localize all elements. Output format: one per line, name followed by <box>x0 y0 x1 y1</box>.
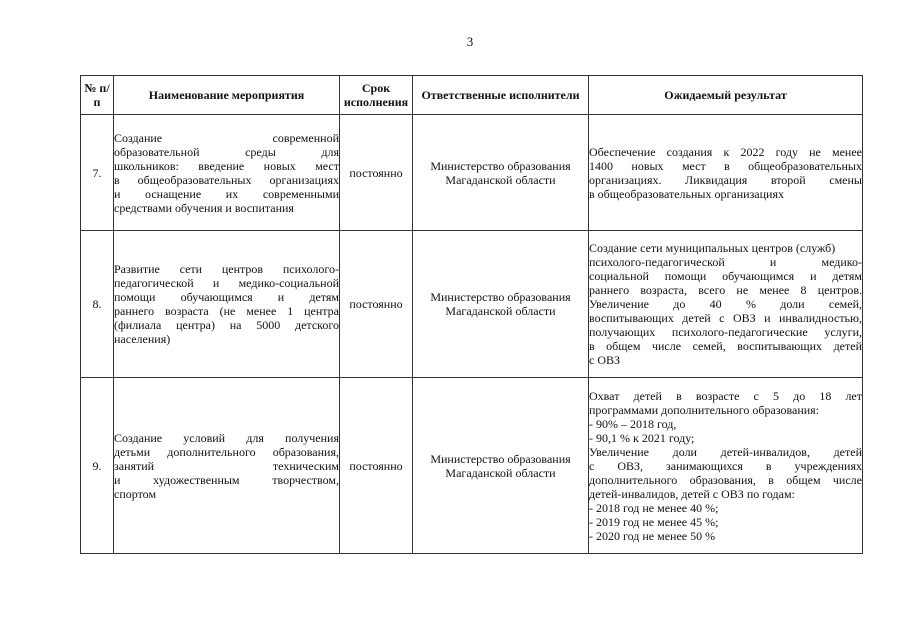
text-line: школьников: введение новых мест <box>114 158 339 173</box>
text-line: дополнительного образования, в общем числе <box>589 472 862 487</box>
text-line: Магаданской области <box>445 304 556 318</box>
text-line: - 2018 год не менее 40 %; <box>589 500 719 515</box>
text-line: Министерство образования <box>430 158 571 173</box>
text-line: помощи обучающимся и детям <box>114 290 339 304</box>
text-line: 1400 новых мест в общеобразовательных <box>589 158 862 173</box>
text-line: получающих психолого-педагогические услуги, <box>589 325 862 339</box>
expected-result <box>589 378 863 554</box>
text-line: Магаданской области <box>445 465 556 480</box>
text-line: - 2019 год не менее 45 %; <box>589 514 719 529</box>
text-line: занятий техническим <box>114 458 339 473</box>
row-number: 7. <box>81 115 114 231</box>
table-row <box>81 231 863 378</box>
text-line: образовательной среды для <box>114 144 339 159</box>
text-line: Министерство образования <box>430 290 571 304</box>
text-line: Увеличение доли детей-инвалидов, детей <box>589 444 862 459</box>
text-line: Магаданской области <box>445 172 556 187</box>
table-row <box>81 378 863 554</box>
text-line: программами дополнительного образования: <box>589 402 820 417</box>
row-number: 9. <box>81 378 114 554</box>
text-line: Министерство образования <box>430 451 571 466</box>
text-line: педагогической и медико-социальной <box>114 276 339 290</box>
text-line: Создание сети муниципальных центров (служб) <box>589 241 836 255</box>
responsible <box>413 378 589 554</box>
header-number: № п/п <box>81 76 114 115</box>
text-line: Развитие сети центров психолого- <box>114 262 339 276</box>
text-line: спортом <box>114 486 157 501</box>
text-line: Увеличение до 40 % доли семей, <box>589 297 862 311</box>
text-line: в общем числе семей, воспитывающих детей <box>589 339 862 353</box>
text-line: воспитывающих детей с ОВЗ и инвалидностью, <box>589 311 862 325</box>
table-header-row <box>81 76 863 115</box>
term: постоянно <box>340 231 413 378</box>
responsible <box>413 115 589 231</box>
text-line: - 90% – 2018 год, <box>589 416 677 431</box>
text-line: и оснащение их современными <box>114 186 339 201</box>
text-line: Создание современной <box>114 130 339 145</box>
text-line: Охват детей в возрасте с 5 до 18 лет <box>589 388 862 403</box>
activity-name <box>114 231 340 378</box>
row-number: 8. <box>81 231 114 378</box>
text-line: населения) <box>114 332 171 346</box>
expected-result <box>589 231 863 378</box>
text-line: в общеобразовательных организациях <box>589 186 784 201</box>
text-line: - 2020 год не менее 50 % <box>589 528 716 543</box>
activity-name <box>114 115 340 231</box>
text-line: (филиала центра) на 5000 детского <box>114 318 339 332</box>
text-line: раннего возраста (не менее 1 центра <box>114 304 339 318</box>
text-line: средствами обучения и воспитания <box>114 200 294 215</box>
text-line: с ОВЗ, занимающихся в учреждениях <box>589 458 862 473</box>
header-expected-result: Ожидаемый результат <box>589 76 863 115</box>
text-line: социальной помощи обучающимся и детям <box>589 269 862 283</box>
text-line: Создание условий для получения <box>114 430 339 445</box>
expected-result <box>589 115 863 231</box>
text-line: с ОВЗ <box>589 353 621 367</box>
text-line: раннего возраста, всего не менее 8 центров. <box>589 283 862 297</box>
text-line: в общеобразовательных организациях <box>114 172 339 187</box>
header-responsible: Ответственные исполнители <box>413 76 589 115</box>
responsible <box>413 231 589 378</box>
term: постоянно <box>340 378 413 554</box>
text-line: и художественным творчеством, <box>114 472 339 487</box>
text-line: организациях. Ликвидация второй смены <box>589 172 862 187</box>
text-line: - 90,1 % к 2021 году; <box>589 430 695 445</box>
text-line: детьми дополнительного образования, <box>114 444 339 459</box>
table-row <box>81 115 863 231</box>
text-line: психолого-педагогической и медико- <box>589 255 862 269</box>
page-number: 3 <box>466 34 474 49</box>
term: постоянно <box>340 115 413 231</box>
text-line: Обеспечение создания к 2022 году не менее <box>589 144 862 159</box>
activities-table <box>80 75 863 554</box>
header-activity-name: Наименование мероприятия <box>114 76 340 115</box>
activity-name <box>114 378 340 554</box>
text-line: детей-инвалидов, детей с ОВЗ по годам: <box>589 486 795 501</box>
header-term: Срок исполнения <box>340 76 413 115</box>
